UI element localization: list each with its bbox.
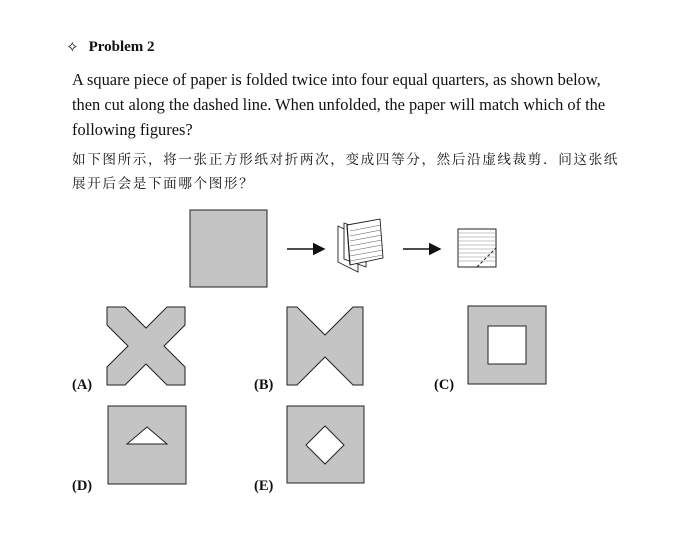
problem-text-chinese: 如下图所示，将一张正方形纸对折两次，变成四等分，然后沿虚线裁剪．问这张纸展开后会是下面哪个图形？ bbox=[72, 152, 619, 192]
star-icon: ✧ bbox=[66, 40, 79, 56]
problem-title: Problem 2 bbox=[88, 39, 155, 55]
option-b-label[interactable]: (B) bbox=[254, 377, 274, 393]
option-b-shape[interactable] bbox=[287, 307, 363, 385]
folded-paper-icon bbox=[338, 219, 383, 272]
fold-sequence bbox=[190, 210, 496, 287]
unfolded-square-paper bbox=[190, 210, 267, 287]
problem-text-english: A square piece of paper is folded twice into four equal quarters, as shown below, then cut along the dashed line. When unfolded, the paper will match which of the following figures? bbox=[72, 70, 606, 139]
option-d-shape[interactable] bbox=[108, 406, 186, 484]
option-c-label[interactable]: (C) bbox=[434, 377, 455, 393]
option-a-shape[interactable] bbox=[107, 307, 185, 385]
option-e-shape[interactable] bbox=[287, 406, 364, 483]
option-a-label[interactable]: (A) bbox=[72, 377, 93, 393]
option-e-label[interactable]: (E) bbox=[254, 478, 274, 494]
square-hole bbox=[488, 326, 526, 364]
option-d-label[interactable]: (D) bbox=[72, 478, 93, 494]
folded-square-with-cut-line bbox=[458, 229, 496, 267]
option-c-shape[interactable] bbox=[468, 306, 546, 384]
